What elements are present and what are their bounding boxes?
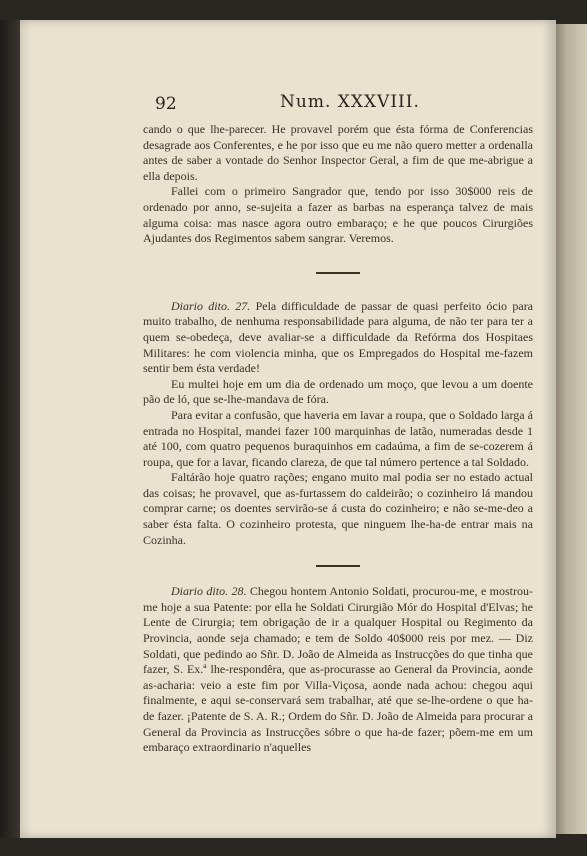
entry-heading: Diario dito. 27. bbox=[171, 298, 251, 313]
entry-heading: Diario dito. 28. bbox=[171, 584, 247, 599]
paragraph: Eu multei hoje em um dia de ordenado um moço, que levou a um doente pão de ló, que se-lhe-mandava de fóra. bbox=[143, 376, 533, 407]
paragraph: Fallei com o primeiro Sangrador que, tendo por isso 30$000 reis de ordenado por anno, se-sujeita a fazer as barbas na esperança talvez de mais alguma coisa: mas nasce agora outro embaraço; e he que poucos Cirurgiões Ajudantes dos Regimentos sabem sangrar. Veremos. bbox=[143, 184, 533, 246]
paragraph-text: Chegou hontem Antonio Soldati, procurou-me, e mostrou-me hoje a sua Patente: por ella he Soldati Cirurgião Mór do Hospital d'Elvas; he Lente de Cirurgia; tem obrigação de ir a qualquer Hospital ou Regimento da Provincia, aonde seja chamado; e tem de Soldo 40$000 reis por mez. — Diz Soldati, que pedindo ao Sñr. D. João de Almeida as Instrucções do que tinha que fazer, S. Ex.ª lhe-respondêra, que as-procurasse ao General da Provincia, aonde as-acharia: veio a este fim por Villa-Viçosa, aonde nada achou: chegou aqui finalmente, e aqui se-conservará sem trabalhar, até que se-lhe-ordene o que ha-de fazer. ¡Patente de S. A. R.; Ordem do Sñr. D. João de Almeida para procurar a General da Provincia as Instrucções sóbre o que ha-de fazer; põem-me em um embaraço extraordinario n'aquelles bbox=[143, 584, 534, 755]
page-body bbox=[143, 122, 533, 756]
running-head: Num. XXXVIII. bbox=[280, 92, 420, 112]
diary-entry-paragraph bbox=[143, 299, 533, 377]
next-page-edge bbox=[556, 24, 587, 834]
page-number: 92 bbox=[155, 94, 177, 114]
paragraph: Faltárão hoje quatro rações; engano muito mal podia ser no estado actual das coisas; he provavel, que as-furtassem do caldeirão; o cozinheiro lá mandou comprar carne; os doentes servirão-se á custa do cozinheiro; e não se-me-deo a saber ésta falta. O cozinheiro protesta, que ninguem lhe-ha-de entrar mais na Cozinha. bbox=[143, 470, 533, 547]
binding-shadow bbox=[0, 20, 20, 838]
paragraph-text: Pela difficuldade de passar de quasi perfeito ócio para muito trabalho, de nenhuma responsabilidade para alguma, de não ter para ter a quem se-obedeça, deve avaliar-se a difficuldade da Refórma dos Hospitaes Militares: he com violencia minha, que os Empregados do Hospital me-fazem sentir bem ésta verdade! bbox=[143, 298, 534, 376]
diary-entry-paragraph bbox=[143, 584, 533, 756]
page-header bbox=[155, 88, 535, 116]
section-divider bbox=[316, 565, 360, 567]
paragraph: cando o que lhe-parecer. He provavel porém que ésta fórma de Conferencias desagrade aos Conferentes, e he por isso que eu me não quero metter a ordenalla antes de saber a vontade do Senhor Inspector Geral, a fim de que me-abrigue a ella depois. bbox=[143, 122, 533, 183]
section-divider bbox=[316, 272, 360, 274]
paragraph: Para evitar a confusão, que haveria em lavar a roupa, que o Soldado larga á entrada no Hospital, mandei fazer 100 marquinhas de latão, numeradas desde 1 até 100, com quatro pequenos buraquinhos em cadaúma, a fim de se-cozerem á roupa, que for a lavar, ficando clareza, de que tal número pertence a tal Soldado. bbox=[143, 407, 533, 469]
